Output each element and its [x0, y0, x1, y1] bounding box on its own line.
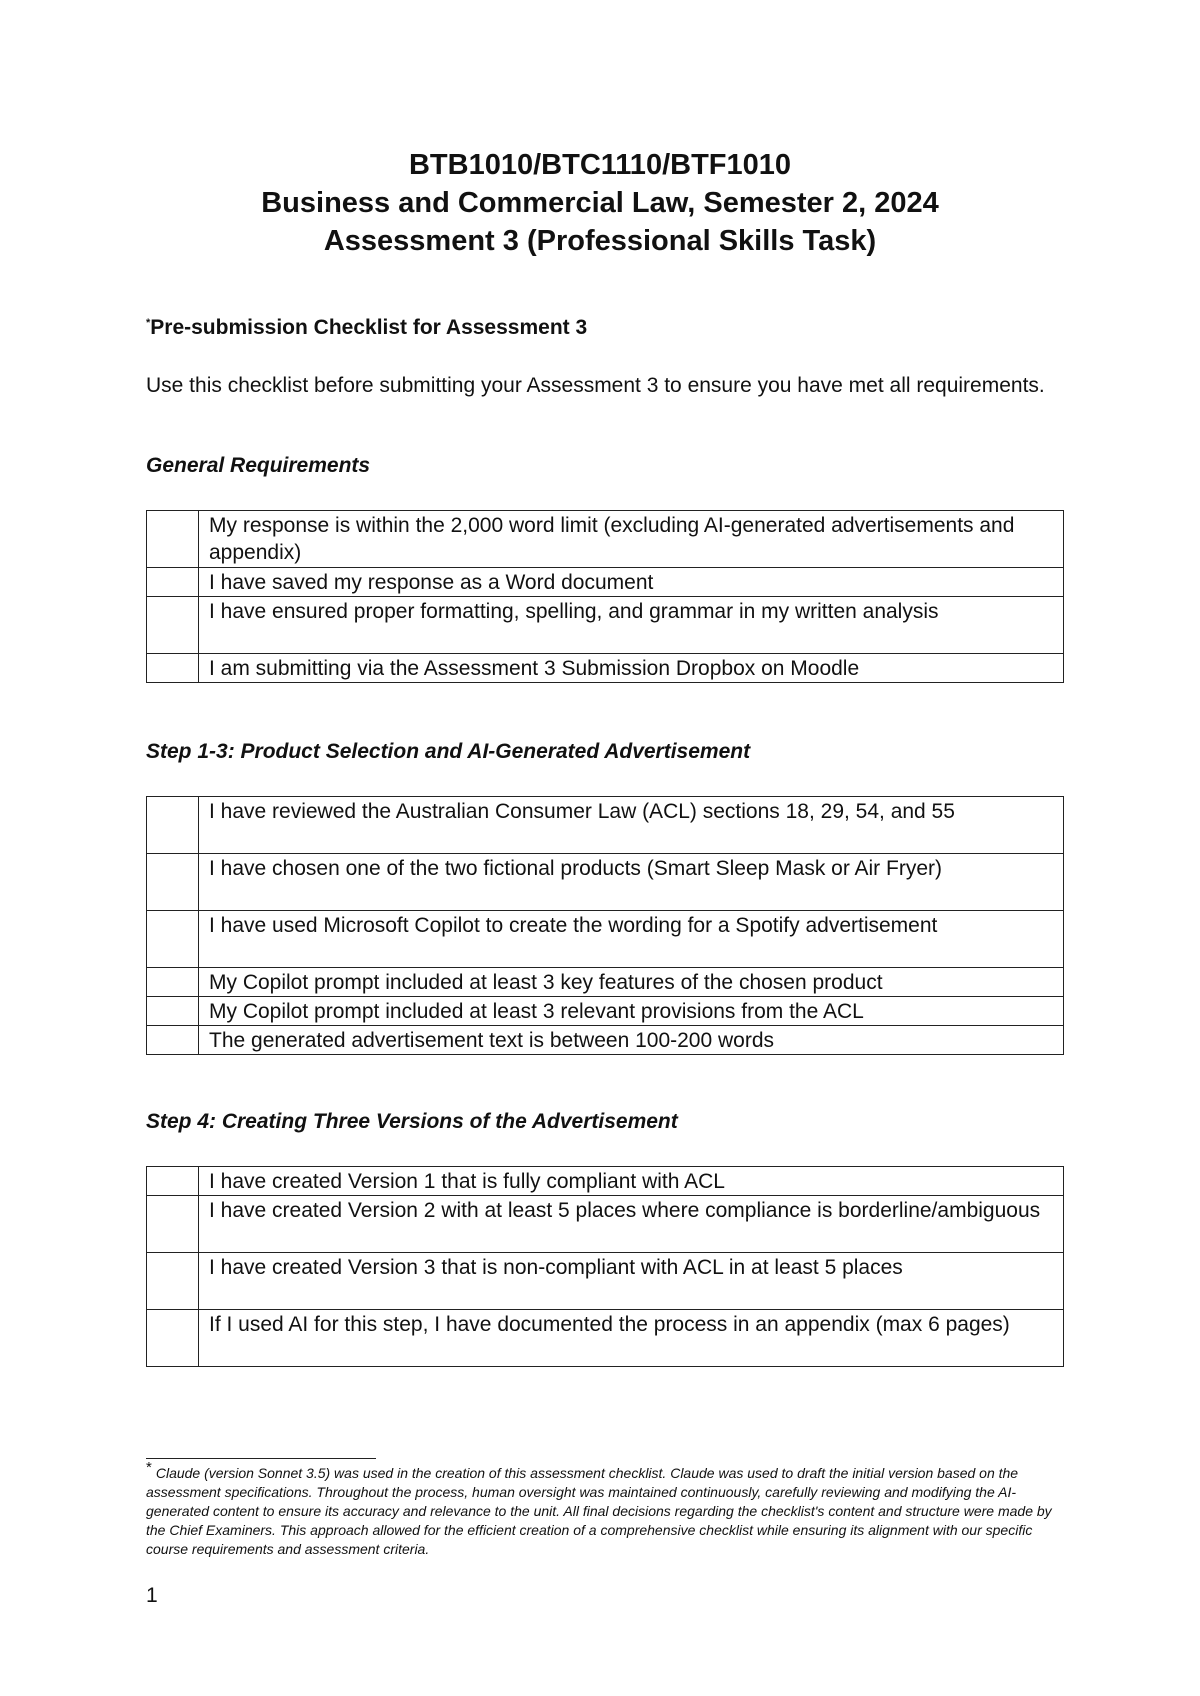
- checklist-item-text: I am submitting via the Assessment 3 Submission Dropbox on Moodle: [199, 654, 1064, 683]
- table-row: [147, 1026, 1064, 1055]
- table-row: [147, 854, 1064, 911]
- checklist-item-text: I have reviewed the Australian Consumer Law (ACL) sections 18, 29, 54, and 55: [199, 797, 1064, 854]
- footnote-separator: [146, 1458, 376, 1459]
- table-row: [147, 1196, 1064, 1253]
- checkbox-cell[interactable]: [147, 797, 199, 854]
- footnote-text: Claude (version Sonnet 3.5) was used in the creation of this assessment checklist. Claude was used to draft the initial version based on the assessment specifications. Throughout the process, human oversight was maintained continuously, carefully reviewing and modifying the AI-generated content to ensure its accuracy and relevance to the unit. All final decisions regarding the checklist's content and structure were made by the Chief Examiners. This approach allowed for the efficient creation of a comprehensive checklist while ensuring its alignment with our specific course requirements and assessment criteria.: [146, 1465, 1052, 1557]
- table-row: [147, 654, 1064, 683]
- section-heading-general: General Requirements: [146, 454, 371, 477]
- section-heading-step-1-3: Step 1-3: Product Selection and AI-Generated Advertisement: [146, 740, 751, 763]
- footnote: [146, 1459, 1066, 1559]
- checklist-item-text: The generated advertisement text is between 100-200 words: [199, 1026, 1064, 1055]
- checkbox-cell[interactable]: [147, 854, 199, 911]
- course-codes: BTB1010/BTC1110/BTF1010: [408, 149, 792, 181]
- table-row: [147, 1253, 1064, 1310]
- checklist-item-text: I have used Microsoft Copilot to create the wording for a Spotify advertisement: [199, 911, 1064, 968]
- assessment-name: Assessment 3 (Professional Skills Task): [323, 225, 877, 257]
- checklist-item-text: My Copilot prompt included at least 3 relevant provisions from the ACL: [199, 997, 1064, 1026]
- page-number: 1: [146, 1584, 158, 1607]
- checkbox-cell[interactable]: [147, 911, 199, 968]
- table-row: [147, 968, 1064, 997]
- checklist-item-text: My response is within the 2,000 word limit (excluding AI-generated advertisements and appendix): [199, 511, 1064, 568]
- table-row: [147, 511, 1064, 568]
- checklist-item-text: I have chosen one of the two fictional products (Smart Sleep Mask or Air Fryer): [199, 854, 1064, 911]
- checkbox-cell[interactable]: [147, 1167, 199, 1196]
- checkbox-cell[interactable]: [147, 968, 199, 997]
- checklist-table-step-1-3: [146, 796, 1064, 1055]
- checkbox-cell[interactable]: [147, 568, 199, 597]
- checkbox-cell[interactable]: [147, 597, 199, 654]
- checklist-heading: [146, 316, 587, 340]
- table-row: [147, 1167, 1064, 1196]
- table-row: [147, 911, 1064, 968]
- table-row: [147, 1310, 1064, 1367]
- section-heading-step-4: Step 4: Creating Three Versions of the Advertisement: [146, 1110, 678, 1133]
- footnote-reference[interactable]: *: [146, 317, 151, 329]
- checklist-table-general: [146, 510, 1064, 683]
- checklist-item-text: I have created Version 2 with at least 5 places where compliance is borderline/ambiguous: [199, 1196, 1064, 1253]
- unit-name: Business and Commercial Law, Semester 2, 2024: [261, 187, 939, 219]
- table-row: [147, 568, 1064, 597]
- checklist-item-text: If I used AI for this step, I have documented the process in an appendix (max 6 pages): [199, 1310, 1064, 1367]
- checklist-item-text: I have saved my response as a Word document: [199, 568, 1064, 597]
- footnote-mark: *: [146, 1459, 152, 1477]
- checkbox-cell[interactable]: [147, 1196, 199, 1253]
- intro-paragraph: Use this checklist before submitting your Assessment 3 to ensure you have met all requirements.: [146, 374, 1045, 397]
- table-row: [147, 997, 1064, 1026]
- checklist-item-text: I have created Version 3 that is non-compliant with ACL in at least 5 places: [199, 1253, 1064, 1310]
- checklist-item-text: I have ensured proper formatting, spelling, and grammar in my written analysis: [199, 597, 1064, 654]
- checklist-heading-text: Pre-submission Checklist for Assessment 3: [150, 316, 588, 339]
- checklist-item-text: My Copilot prompt included at least 3 key features of the chosen product: [199, 968, 1064, 997]
- checklist-table-step-4: [146, 1166, 1064, 1367]
- table-row: [147, 797, 1064, 854]
- checkbox-cell[interactable]: [147, 1310, 199, 1367]
- checkbox-cell[interactable]: [147, 511, 199, 568]
- table-row: [147, 597, 1064, 654]
- checklist-item-text: I have created Version 1 that is fully compliant with ACL: [199, 1167, 1064, 1196]
- document-title: [0, 146, 1200, 260]
- checkbox-cell[interactable]: [147, 1026, 199, 1055]
- checkbox-cell[interactable]: [147, 997, 199, 1026]
- checkbox-cell[interactable]: [147, 1253, 199, 1310]
- checkbox-cell[interactable]: [147, 654, 199, 683]
